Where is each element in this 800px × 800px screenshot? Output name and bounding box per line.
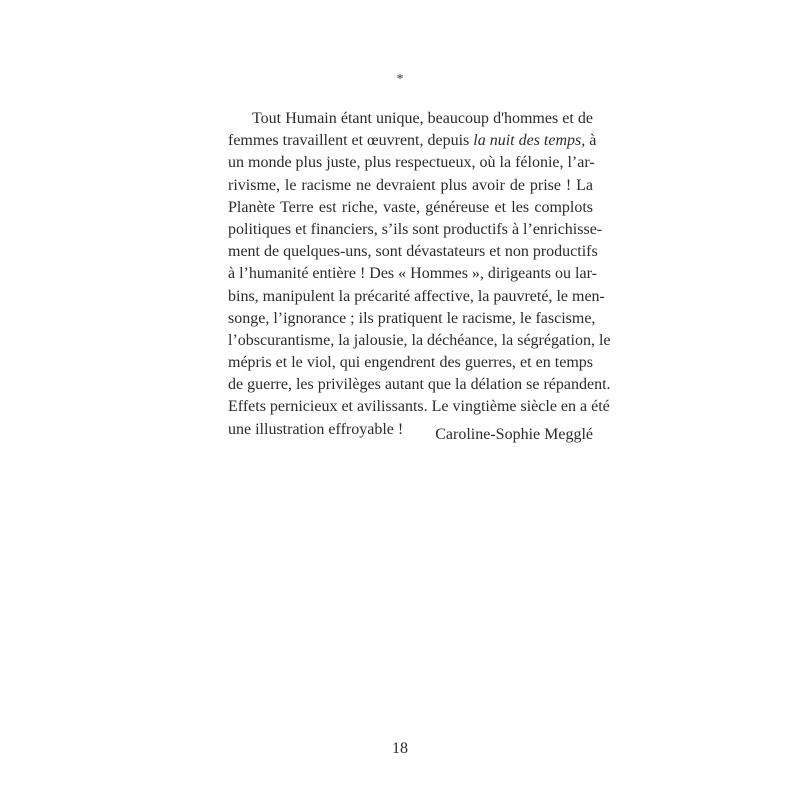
paragraph-line: l’obscurantisme, la jalousie, la déchéance, la ségrégation, le [228, 331, 611, 349]
paragraph-line: à l’humanité entière ! Des « Hommes », dirigeants ou lar- [228, 265, 597, 283]
paragraph-line: Planète Terre est riche, vaste, généreuse et les complots [228, 198, 593, 216]
paragraph-line [228, 130, 597, 152]
paragraph-line: Tout Humain étant unique, beaucoup d'hommes et de [252, 110, 593, 127]
page-number: 18 [392, 740, 408, 757]
line-segment: femmes travaillent et œuvrent, depuis [228, 132, 474, 150]
section-separator: * [396, 72, 404, 87]
paragraph-line: ment de quelques-uns, sont dévastateurs et non productifs [228, 243, 598, 261]
paragraph-line: bins, manipulent la précarité affective, la pauvreté, le men- [228, 287, 605, 305]
italic-phrase: la nuit des temps, [473, 132, 586, 150]
author-signature: Caroline-Sophie Megglé [435, 426, 593, 443]
line-segment: à [585, 132, 597, 150]
paragraph-line: Effets pernicieux et avilissants. Le vingtième siècle en a été [228, 398, 610, 416]
paragraph-line: une illustration effroyable ! [228, 420, 404, 438]
paragraph-line: un monde plus juste, plus respectueux, où la félonie, l’ar- [228, 154, 595, 172]
paragraph-line: de guerre, les privilèges autant que la délation se répandent. [228, 376, 611, 394]
paragraph-line: politiques et financiers, s’ils sont productifs à l’enrichisse- [228, 220, 603, 238]
paragraph-line: songe, l’ignorance ; ils pratiquent le racisme, le fascisme, [228, 309, 596, 327]
body-paragraph [228, 108, 611, 441]
paragraph-line: mépris et le viol, qui engendrent des guerres, et en temps [228, 354, 593, 372]
paragraph-line: rivisme, le racisme ne devraient plus avoir de prise ! La [228, 176, 593, 194]
